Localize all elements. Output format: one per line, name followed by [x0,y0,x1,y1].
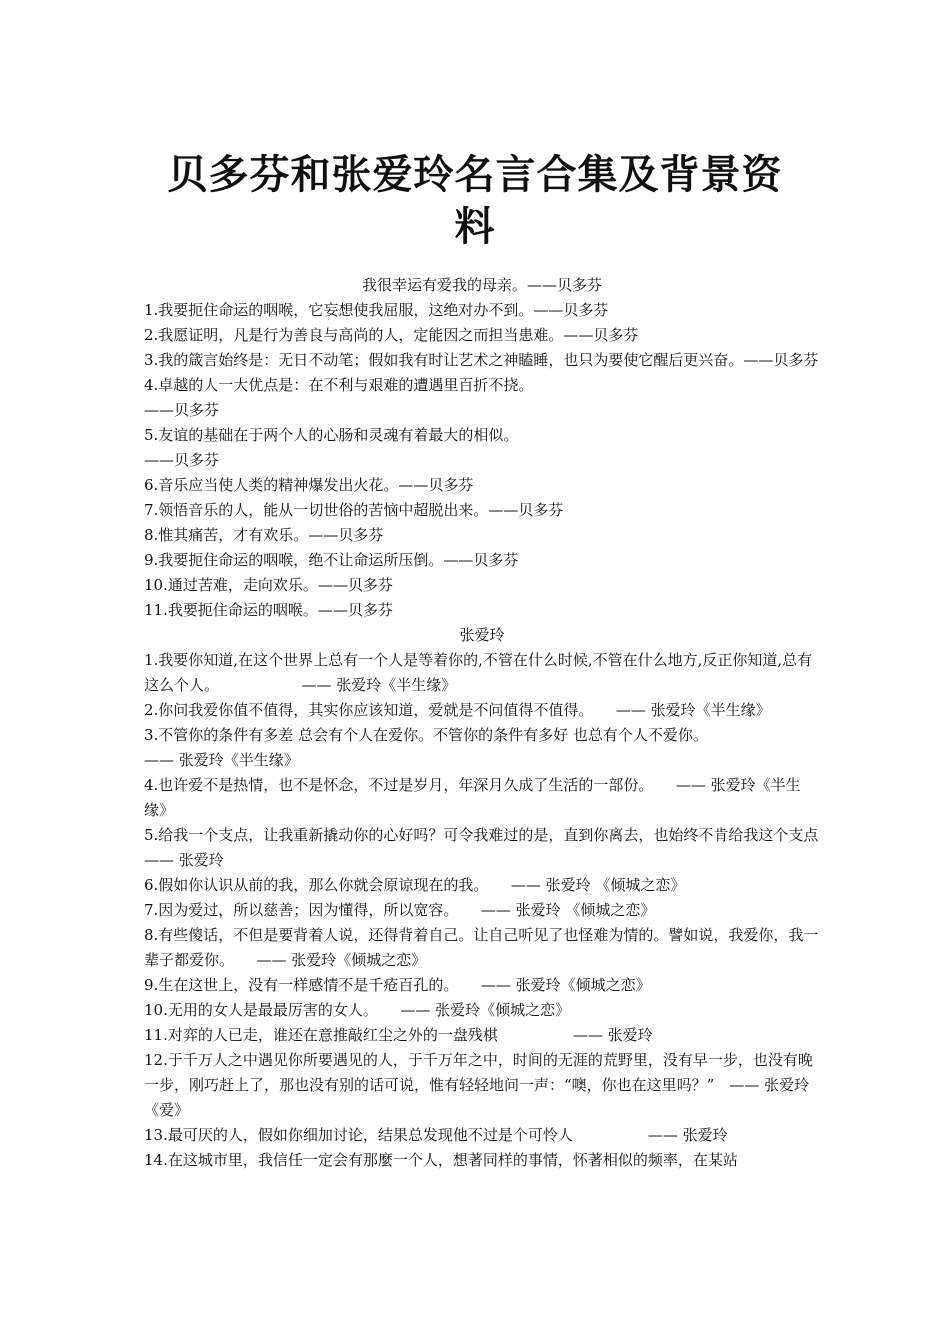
beethoven-intro: 我很幸运有爱我的母亲。——贝多芬 [361,276,602,294]
zhang-quote: 2.你问我爱你值不值得，其实你应该知道，爱就是不问值得不值得。 —— 张爱玲《半生缘》 [144,701,771,719]
zhang-quote: 8.有些傻话，不但是要背着人说，还得背着自己。让自己听见了也怪难为情的。譬如说，我爱你，我一辈子都爱你。 —— 张爱玲《倾城之恋》 [144,926,819,969]
beethoven-quote: 9.我要扼住命运的咽喉，绝不让命运所压倒。——贝多芬 [144,551,519,569]
zhang-quote: 13.最可厌的人，假如你细加讨论，结果总发现他不过是个可怜人 —— 张爱玲 [144,1126,728,1144]
zhang-quote: 6.假如你认识从前的我，那么你就会原谅现在的我。 —— 张爱玲 《倾城之恋》 [144,876,686,894]
beethoven-quote: 8.惟其痛苦，才有欢乐。——贝多芬 [144,526,384,544]
document-title: 贝多芬和张爱玲名言合集及背景资料 [167,150,783,250]
beethoven-quote: 4.卓越的人一大优点是：在不利与艰难的遭遇里百折不挠。 [144,376,534,394]
beethoven-attribution: ——贝多芬 [144,451,220,469]
beethoven-quote: 7.领悟音乐的人，能从一切世俗的苦恼中超脱出来。——贝多芬 [144,501,564,519]
document-body [144,273,894,1173]
zhang-quote: 11.对弈的人已走，谁还在意推敲红尘之外的一盘残棋 —— 张爱玲 [144,1026,653,1044]
zhang-quote: 12.于千万人之中遇见你所要遇见的人，于千万年之中，时间的无涯的荒野里，没有早一步，也没有晚一步，刚巧赶上了，那也没有别的话可说，惟有轻轻地问一声：“噢，你也在这里吗？” —— 张爱玲《爱》 [144,1051,813,1119]
beethoven-quote: 10.通过苦难，走向欢乐。——贝多芬 [144,576,393,594]
beethoven-quote: 5.友谊的基础在于两个人的心肠和灵魂有着最大的相似。 [144,426,519,444]
beethoven-attribution: ——贝多芬 [144,401,220,419]
beethoven-quote: 3.我的箴言始终是：无日不动笔；假如我有时让艺术之神瞌睡，也只为要使它醒后更兴奋。——贝多芬 [144,351,819,369]
zhang-quote: 10.无用的女人是最最厉害的女人。 —— 张爱玲《倾城之恋》 [144,1001,571,1019]
zhang-quote: 5.给我一个支点，让我重新撬动你的心好吗？可令我难过的是，直到你离去，也始终不肯给我这个支点 —— 张爱玲 [144,826,894,869]
zhang-heading: 张爱玲 [459,626,505,644]
zhang-quote: 3.不管你的条件有多差 总会有个人在爱你。不管你的条件有多好 也总有个人不爱你。 [144,726,708,744]
zhang-quote: 9.生在这世上，没有一样感情不是千疮百孔的。 —— 张爱玲《倾城之恋》 [144,976,651,994]
beethoven-quote: 2.我愿证明，凡是行为善良与高尚的人，定能因之而担当患难。——贝多芬 [144,326,639,344]
zhang-quote: 1.我要你知道,在这个世界上总有一个人是等着你的,不管在什么时候,不管在什么地方,反正你知道,总有这么个人。 —— 张爱玲《半生缘》 [144,651,813,694]
zhang-quote: 7.因为爱过，所以慈善；因为懂得，所以宽容。 —— 张爱玲 《倾城之恋》 [144,901,656,919]
beethoven-quote: 6.音乐应当使人类的精神爆发出火花。——贝多芬 [144,476,474,494]
zhang-quote: 14.在这城市里，我信任一定会有那麼一个人，想著同样的事情，怀著相似的频率，在某站 [144,1151,738,1169]
zhang-quote: 4.也许爱不是热情，也不是怀念，不过是岁月，年深月久成了生活的一部份。 —— 张爱玲《半生缘》 [144,776,801,819]
beethoven-quote: 1.我要扼住命运的咽喉，它妄想使我屈服，这绝对办不到。——贝多芬 [144,301,609,319]
zhang-attribution: —— 张爱玲《半生缘》 [144,751,299,769]
beethoven-quote: 11.我要扼住命运的咽喉。——贝多芬 [144,601,393,619]
